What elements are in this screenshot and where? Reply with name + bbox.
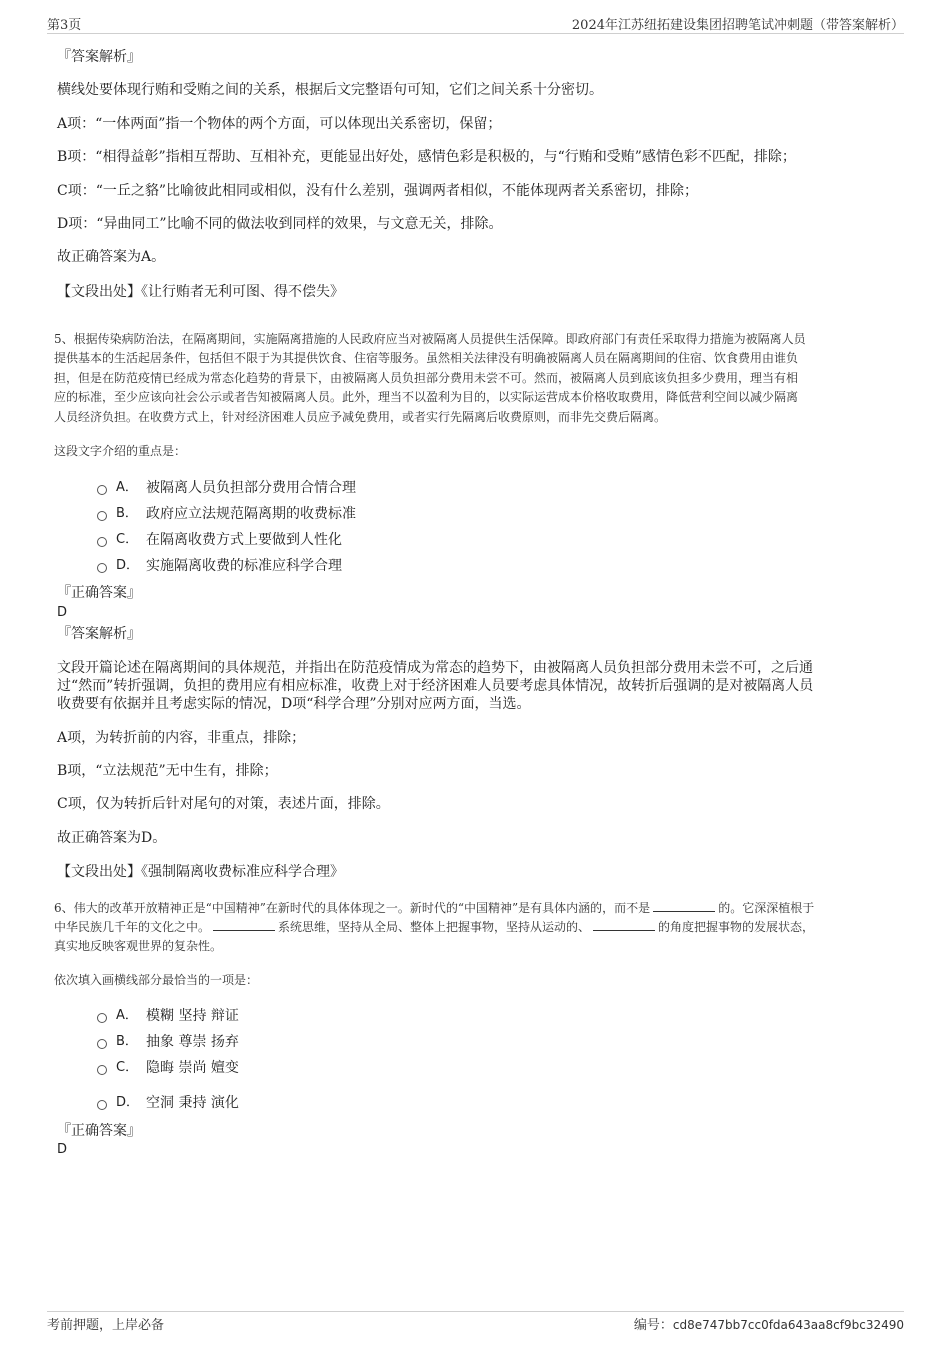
- radio-icon[interactable]: [97, 1065, 107, 1075]
- option-text: 实施隔离收费的标准应科学合理: [146, 558, 342, 574]
- q6-answer-label: 『正确答案』: [57, 1123, 141, 1139]
- q6-stem-text: 中华民族几千年的文化之中。: [54, 920, 211, 934]
- code-label: 编号：: [633, 1318, 673, 1333]
- option-letter: C．: [116, 1060, 139, 1075]
- q6-option-b[interactable]: [97, 1033, 239, 1051]
- q5-analysis-line: C项，仅为转折后针对尾句的对策，表述片面，排除。: [57, 796, 390, 812]
- fill-blank-1: [653, 899, 715, 912]
- fill-blank-2: [213, 918, 275, 931]
- q4-analysis-line: C项：“一丘之貉”比喻彼此相同或相似，没有什么差别，强调两者相似，不能体现两者关系密切，排除；: [57, 183, 699, 199]
- q5-conclusion: 故正确答案为D。: [57, 830, 167, 846]
- document-title: 2024年江苏纽拓建设集团招聘笔试冲刺题（带答案解析）: [571, 18, 904, 33]
- option-text: 在隔离收费方式上要做到人性化: [146, 532, 342, 548]
- q4-source: 【文段出处】《让行贿者无利可图、得不偿失》: [57, 284, 344, 300]
- option-text: 政府应立法规范隔离期的收费标准: [146, 506, 356, 522]
- radio-icon[interactable]: [97, 1100, 107, 1110]
- option-letter: A．: [116, 1008, 138, 1023]
- q6-stem-line-3: 真实地反映客观世界的复杂性。: [54, 939, 223, 953]
- fill-blank-3: [593, 918, 655, 931]
- radio-icon[interactable]: [97, 537, 107, 547]
- option-text: 隐晦 崇尚 嬗变: [146, 1060, 239, 1076]
- footer-divider: [47, 1311, 904, 1312]
- q6-option-c[interactable]: [97, 1059, 239, 1077]
- q6-stem-text: 的。它深深植根于: [718, 901, 815, 915]
- q5-stem-line: 提供基本的生活起居条件，包括但不限于为其提供饮食、住宿等服务。虽然相关法律没有明确被隔离人员在隔离期间的住宿、饮食费用由谁负: [54, 351, 799, 365]
- option-letter: D．: [116, 558, 140, 573]
- radio-icon[interactable]: [97, 511, 107, 521]
- q5-option-a[interactable]: [97, 479, 356, 497]
- q5-analysis-line: A项，为转折前的内容，非重点，排除；: [57, 730, 306, 746]
- radio-icon[interactable]: [97, 485, 107, 495]
- q5-analysis-para-line: 收费要有依据并且考虑实际的情况，D项“科学合理”分别对应两方面，当选。: [57, 696, 531, 712]
- page-number: 第3页: [47, 18, 82, 33]
- footer-slogan: 考前押题，上岸必备: [47, 1318, 165, 1333]
- q5-stem-line: 人员经济负担。在收费方式上，针对经济困难人员应予减免费用，或者实行先隔离后收费原则，而非先交费后隔离。: [54, 410, 667, 424]
- q5-prompt: 这段文字介绍的重点是：: [54, 444, 187, 458]
- code-value: cd8e747bb7cc0fda643aa8cf9bc32490: [672, 1318, 904, 1332]
- option-letter: A．: [116, 480, 138, 495]
- q4-analysis-label: 『答案解析』: [57, 49, 141, 65]
- q5-analysis-para-line: 过“然而”转折强调，负担的费用应有相应标准，收费上对于经济困难人员要考虑具体情况，故转折后强调的是对被隔离人员: [57, 678, 814, 694]
- option-letter: B．: [116, 506, 138, 521]
- q5-analysis-para-line: 文段开篇论述在隔离期间的具体规范，并指出在防范疫情成为常态的趋势下，由被隔离人员负担部分费用未尝不可，之后通: [57, 660, 813, 676]
- q4-analysis-line: B项：“相得益彰”指相互帮助、互相补充，更能显出好处，感情色彩是积极的，与“行贿和受贿”感情色彩不匹配，排除；: [57, 149, 796, 165]
- option-text: 被隔离人员负担部分费用合情合理: [146, 480, 356, 496]
- radio-icon[interactable]: [97, 1013, 107, 1023]
- document-code: [634, 1314, 904, 1333]
- q4-analysis-line: D项：“异曲同工”比喻不同的做法收到同样的效果，与文意无关，排除。: [57, 216, 503, 232]
- q5-answer-label: 『正确答案』: [57, 585, 141, 601]
- option-text: 抽象 尊崇 扬弃: [146, 1034, 239, 1050]
- q6-stem-line-1: [54, 899, 894, 917]
- q5-option-d[interactable]: [97, 557, 342, 575]
- q5-answer: D: [57, 605, 68, 620]
- header-divider: [47, 33, 904, 34]
- q5-source: 【文段出处】《强制隔离收费标准应科学合理》: [57, 864, 344, 880]
- q5-stem-line: 担，但是在防范疫情已经成为常态化趋势的背景下，由被隔离人员负担部分费用未尝不可。然而，被隔离人员到底该负担多少费用，理当有相: [54, 371, 799, 385]
- option-text: 空洞 秉持 演化: [146, 1095, 239, 1111]
- q6-prompt: 依次填入画横线部分最恰当的一项是：: [54, 973, 259, 987]
- q6-answer: D: [57, 1142, 68, 1157]
- option-text: 模糊 坚持 辩证: [146, 1008, 239, 1024]
- q5-analysis-label: 『答案解析』: [57, 626, 141, 642]
- q5-stem-line: 5、根据传染病防治法，在隔离期间，实施隔离措施的人民政府应当对被隔离人员提供生活保障。即政府部门有责任采取得力措施为被隔离人员: [54, 332, 806, 346]
- option-letter: C．: [116, 532, 139, 547]
- q4-analysis-line: 横线处要体现行贿和受贿之间的关系，根据后文完整语句可知，它们之间关系十分密切。: [57, 82, 603, 98]
- q6-option-d[interactable]: [97, 1094, 239, 1112]
- q4-analysis-line: A项：“一体两面”指一个物体的两个方面，可以体现出关系密切，保留；: [57, 116, 502, 132]
- option-letter: B．: [116, 1034, 138, 1049]
- q5-option-b[interactable]: [97, 505, 356, 523]
- radio-icon[interactable]: [97, 563, 107, 573]
- option-letter: D．: [116, 1095, 140, 1110]
- radio-icon[interactable]: [97, 1039, 107, 1049]
- q4-conclusion: 故正确答案为A。: [57, 249, 166, 265]
- q6-stem-text: 的角度把握事物的发展状态，: [658, 920, 815, 934]
- q6-stem-text: 系统思维，坚持从全局、整体上把握事物，坚持从运动的、: [278, 920, 591, 934]
- q5-stem-line: 应的标准，至少应该向社会公示或者告知被隔离人员。此外，理当不以盈利为目的，以实际运营成本价格收取费用，降低营利空间以减少隔离: [54, 390, 799, 404]
- q5-option-c[interactable]: [97, 531, 342, 549]
- q5-analysis-line: B项，“立法规范”无中生有，排除；: [57, 763, 278, 779]
- q6-option-a[interactable]: [97, 1007, 239, 1025]
- q6-stem-line-2: [54, 918, 894, 936]
- q6-stem-text: 6、伟大的改革开放精神正是“中国精神”在新时代的具体体现之一。新时代的“中国精神”是有具体内涵的，而不是: [54, 901, 651, 915]
